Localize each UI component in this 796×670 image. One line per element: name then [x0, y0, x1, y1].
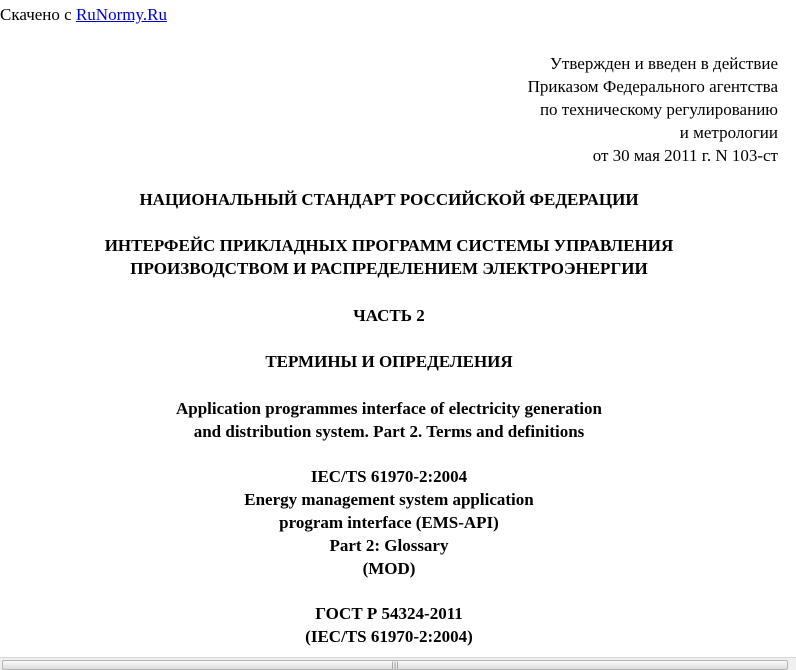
approval-line: Приказом Федерального агентства — [527, 77, 778, 96]
english-title-line: and distribution system. Part 2. Terms and definitions — [193, 422, 585, 441]
approval-block — [378, 52, 778, 167]
iec-line: (MOD) — [362, 559, 416, 578]
russian-subtitle-text: ТЕРМИНЫ И ОПРЕДЕЛЕНИЯ — [265, 352, 513, 371]
part-heading — [0, 304, 778, 327]
grip-icon: ||| — [391, 661, 399, 669]
russian-title — [0, 234, 778, 280]
download-source-line — [0, 5, 167, 25]
horizontal-scrollbar[interactable] — [0, 657, 796, 670]
russian-subtitle — [0, 350, 778, 373]
national-standard-heading — [0, 188, 778, 211]
part-text: ЧАСТЬ 2 — [353, 306, 425, 325]
english-title-line: Application programmes interface of electricity generation — [176, 399, 602, 418]
national-standard-text: НАЦИОНАЛЬНЫЙ СТАНДАРТ РОССИЙСКОЙ ФЕДЕРАЦИИ — [139, 190, 639, 209]
iec-line: IEC/TS 61970-2:2004 — [310, 467, 468, 486]
approval-line: Утвержден и введен в действие — [549, 54, 778, 73]
iec-designation-block — [0, 465, 778, 580]
approval-line: и метрологии — [679, 123, 778, 142]
downloaded-prefix: Скачено с — [0, 5, 72, 24]
gost-line: (IEC/TS 61970-2:2004) — [305, 627, 473, 646]
approval-line: по техническому регулированию — [539, 100, 778, 119]
gost-designation-block — [0, 602, 778, 648]
scrollbar-thumb[interactable] — [2, 660, 788, 670]
gost-line: ГОСТ Р 54324-2011 — [315, 604, 463, 623]
russian-title-line: ИНТЕРФЕЙС ПРИКЛАДНЫХ ПРОГРАММ СИСТЕМЫ УПРАВЛЕНИЯ — [104, 236, 674, 255]
runormy-link[interactable]: RuNormy.Ru — [75, 5, 167, 24]
iec-line: Part 2: Glossary — [329, 536, 449, 555]
english-title — [0, 397, 778, 443]
iec-line: program interface (EMS-API) — [279, 513, 499, 532]
approval-line: от 30 мая 2011 г. N 103-ст — [592, 146, 778, 165]
russian-title-line: ПРОИЗВОДСТВОМ И РАСПРЕДЕЛЕНИЕМ ЭЛЕКТРОЭНЕРГИИ — [130, 259, 648, 278]
iec-line: Energy management system application — [244, 490, 534, 509]
